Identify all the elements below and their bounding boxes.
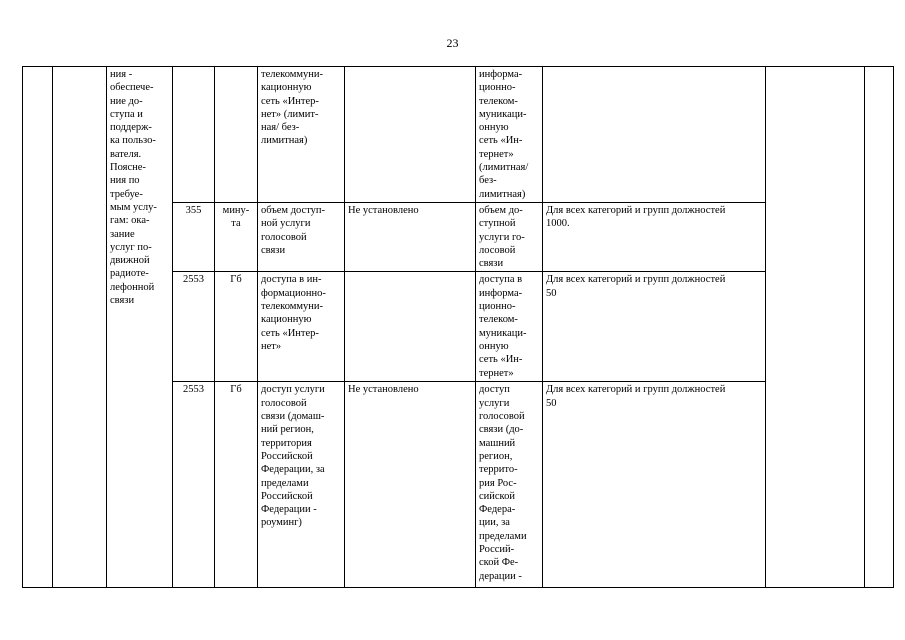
name2-cell: объем до- ступной услуги го- лосовой связи (476, 203, 543, 272)
status-cell: Не установлено (345, 203, 476, 272)
norms-table (22, 66, 894, 588)
unit-cell (215, 67, 258, 203)
page-number: 23 (446, 36, 459, 50)
quantity-cell: 2553 (173, 382, 215, 588)
status-cell (345, 67, 476, 203)
cell-col10 (766, 67, 865, 588)
note-cell: Для всех категорий и групп должностей 50 (543, 382, 766, 588)
cell-col1 (23, 67, 53, 588)
service-description-cell: ния - обеспече- ние до- ступа и поддерж- ка пользо- вателя. Поясне- ния по требуе- мым услу- гам: ока- зание услуг по- движной радиоте- лефонной связи (107, 67, 173, 588)
cell-col2 (53, 67, 107, 588)
name-cell: телекоммуни- кационную сеть «Интер- нет» (лимит- ная/ без- лимитная) (258, 67, 345, 203)
quantity-cell: 355 (173, 203, 215, 272)
name-cell: доступа в ин- формационно- телекоммуни- кационную сеть «Интер- нет» (258, 272, 345, 382)
status-cell: Не установлено (345, 382, 476, 588)
name-cell: доступ услуги голосовой связи (домаш- ний регион, территория Российской Федерации, за пределами Российской Федерации - роуминг) (258, 382, 345, 588)
note-cell (543, 67, 766, 203)
table-row (23, 67, 894, 203)
note-cell: Для всех категорий и групп должностей 1000. (543, 203, 766, 272)
name2-cell: информа- ционно- телеком- муникаци- онную сеть «Ин- тернет» (лимитная/ без- лимитная) (476, 67, 543, 203)
quantity-cell: 2553 (173, 272, 215, 382)
unit-cell: мину- та (215, 203, 258, 272)
unit-cell: Гб (215, 272, 258, 382)
name-cell: объем доступ- ной услуги голосовой связи (258, 203, 345, 272)
status-cell (345, 272, 476, 382)
quantity-cell (173, 67, 215, 203)
name2-cell: доступ услуги голосовой связи (до- машний регион, террито- рия Рос- сийской Федера- ции, за пределами Россий- ской Фе- дерации - (476, 382, 543, 588)
note-cell: Для всех категорий и групп должностей 50 (543, 272, 766, 382)
cell-col11 (865, 67, 894, 588)
name2-cell: доступа в информа- ционно- телеком- муникаци- онную сеть «Ин- тернет» (476, 272, 543, 382)
unit-cell: Гб (215, 382, 258, 588)
